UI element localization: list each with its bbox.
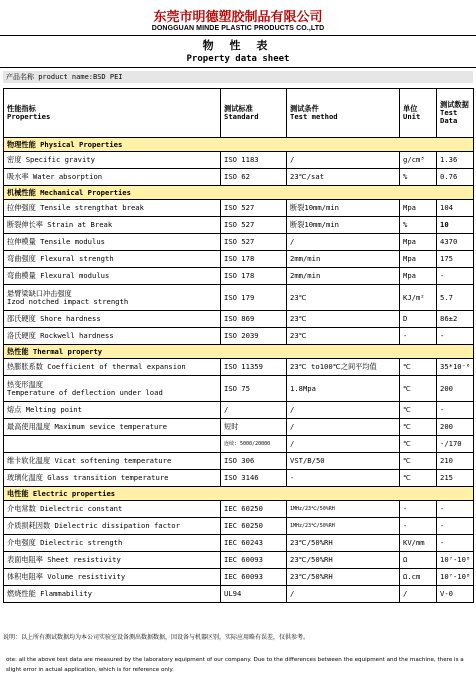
- standard-cell: ISO 62: [221, 169, 287, 186]
- method-cell: 23℃/50%RH: [287, 569, 400, 586]
- section-header-row: [4, 186, 474, 200]
- sheet-title-cn: 物 性 表: [202, 39, 274, 52]
- property-cell: 燃烧性能 Flammability: [4, 586, 221, 603]
- table-row: [4, 217, 474, 234]
- table-row: [4, 419, 474, 436]
- method-cell: 2mm/min: [287, 268, 400, 285]
- unit-cell: Mpa: [400, 234, 437, 251]
- value-cell: -: [437, 402, 474, 419]
- method-cell: 23℃/50%RH: [287, 552, 400, 569]
- method-cell: 断裂10mm/min: [287, 217, 400, 234]
- property-cell: 拉伸强度 Tensile strengthat break: [4, 200, 221, 217]
- standard-cell: /: [221, 402, 287, 419]
- standard-cell: ISO 3146: [221, 470, 287, 487]
- company-name-cn: 东莞市明德塑胶制品有限公司: [153, 10, 323, 25]
- property-cell: 体积电阻率 Volume resistivity: [4, 569, 221, 586]
- property-cell: 弯曲强度 Flexural strength: [4, 251, 221, 268]
- unit-cell: %: [400, 217, 437, 234]
- method-cell: 1MHz/23℃/50%RH: [287, 518, 400, 535]
- table-row: [4, 501, 474, 518]
- unit-cell: ℃: [400, 376, 437, 402]
- method-cell: /: [287, 419, 400, 436]
- sheet-title-en: Property data sheet: [186, 54, 290, 64]
- method-cell: 2mm/min: [287, 251, 400, 268]
- col-header-method: 测试条件 Test method: [287, 89, 400, 138]
- value-cell: -: [437, 518, 474, 535]
- title-divider: [0, 67, 476, 68]
- unit-cell: Ω: [400, 552, 437, 569]
- standard-cell: ISO 1183: [221, 152, 287, 169]
- value-cell: 1.36: [437, 152, 474, 169]
- standard-cell: ISO 75: [221, 376, 287, 402]
- method-cell: 23℃: [287, 328, 400, 345]
- table-row: [4, 169, 474, 186]
- value-cell: V-0: [437, 586, 474, 603]
- unit-cell: -: [400, 518, 437, 535]
- col-header-standard: 测试标准 Standard: [221, 89, 287, 138]
- table-row: [4, 569, 474, 586]
- unit-cell: /: [400, 586, 437, 603]
- property-cell: 断裂伸长率 Strain at Break: [4, 217, 221, 234]
- standard-cell: IEC 60093: [221, 552, 287, 569]
- value-cell: 5.7: [437, 285, 474, 311]
- standard-cell: ISO 2039: [221, 328, 287, 345]
- value-cell: 215: [437, 470, 474, 487]
- table-row: [4, 470, 474, 487]
- standard-cell: UL94: [221, 586, 287, 603]
- table-row: [4, 402, 474, 419]
- property-cell: 洛氏硬度 Rockwell hardness: [4, 328, 221, 345]
- table-row: [4, 586, 474, 603]
- table-row: [4, 234, 474, 251]
- method-cell: /: [287, 234, 400, 251]
- unit-cell: ℃: [400, 359, 437, 376]
- method-cell: /: [287, 402, 400, 419]
- table-row: [4, 268, 474, 285]
- section-header-row: [4, 345, 474, 359]
- value-cell: 175: [437, 251, 474, 268]
- table-row: [4, 535, 474, 552]
- col-header-unit: 单位 Unit: [400, 89, 437, 138]
- section-header-row: [4, 487, 474, 501]
- company-name-en: DONGGUAN MINDE PLASTIC PRODUCTS CO.,LTD: [151, 25, 325, 32]
- product-name: 产品名称 product name:BSD PEI: [3, 71, 473, 83]
- unit-cell: ℃: [400, 453, 437, 470]
- standard-cell: IEC 60243: [221, 535, 287, 552]
- standard-cell: ISO 306: [221, 453, 287, 470]
- method-cell: 23℃ to100℃之间平均值: [287, 359, 400, 376]
- section-title: 热性能 Thermal property: [4, 345, 474, 359]
- value-cell: 104: [437, 200, 474, 217]
- table-header-row: [4, 89, 474, 138]
- value-cell: 10⁷-10⁸: [437, 552, 474, 569]
- col-header-properties: 性能指标 Properties: [4, 89, 221, 138]
- value-cell: 4370: [437, 234, 474, 251]
- unit-cell: ℃: [400, 419, 437, 436]
- property-table: [3, 88, 474, 603]
- standard-cell: IEC 60093: [221, 569, 287, 586]
- value-cell: 10⁷-10⁸: [437, 569, 474, 586]
- section-title: 物理性能 Physical Properties: [4, 138, 474, 152]
- table-row: [4, 453, 474, 470]
- value-cell: -: [437, 535, 474, 552]
- standard-cell: ISO 178: [221, 268, 287, 285]
- standard-cell: IEC 60250: [221, 501, 287, 518]
- value-cell: 210: [437, 453, 474, 470]
- table-row: [4, 552, 474, 569]
- property-cell: 熔点 Melting point: [4, 402, 221, 419]
- property-cell: 密度 Specific gravity: [4, 152, 221, 169]
- unit-cell: Ω.cm: [400, 569, 437, 586]
- value-cell: -: [437, 268, 474, 285]
- standard-cell: ISO 527: [221, 200, 287, 217]
- standard-cell: ISO 11359: [221, 359, 287, 376]
- unit-cell: ℃: [400, 436, 437, 453]
- value-cell: 200: [437, 376, 474, 402]
- value-cell: 0.76: [437, 169, 474, 186]
- method-cell: /: [287, 152, 400, 169]
- standard-cell: IEC 60250: [221, 518, 287, 535]
- method-cell: VST/B/50: [287, 453, 400, 470]
- value-cell: 10: [437, 217, 474, 234]
- method-cell: 23℃: [287, 285, 400, 311]
- unit-cell: D: [400, 311, 437, 328]
- section-title: 电性能 Electric properties: [4, 487, 474, 501]
- unit-cell: -: [400, 501, 437, 518]
- value-cell: -/170: [437, 436, 474, 453]
- standard-cell: ISO 527: [221, 234, 287, 251]
- header-divider: [0, 35, 476, 36]
- property-cell: 悬臂梁缺口冲击强度 Izod notched impact strength: [4, 285, 221, 311]
- unit-cell: Mpa: [400, 200, 437, 217]
- method-cell: 23℃/50%RH: [287, 535, 400, 552]
- section-header-row: [4, 138, 474, 152]
- property-cell: 邵氏硬度 Shore hardness: [4, 311, 221, 328]
- property-cell: 吸水率 Water absorption: [4, 169, 221, 186]
- property-cell: 热变形温度 Temperature of deflection under load: [4, 376, 221, 402]
- table-row: [4, 152, 474, 169]
- property-cell: 介电常数 Dielectric constant: [4, 501, 221, 518]
- table-row: [4, 518, 474, 535]
- table-row: [4, 328, 474, 345]
- property-cell: 介电强度 Dielectric strength: [4, 535, 221, 552]
- standard-cell: ISO 179: [221, 285, 287, 311]
- note-en: ote: all the above test data are measured by the laboratory equipment of our company. Due to the differences between the equipment and the machine, there is a slight error in actual application, which is for reference only.: [6, 657, 464, 673]
- unit-cell: ℃: [400, 402, 437, 419]
- section-title: 机械性能 Mechanical Properties: [4, 186, 474, 200]
- unit-cell: Mpa: [400, 251, 437, 268]
- method-cell: -: [287, 470, 400, 487]
- value-cell: 35*10⁻⁶: [437, 359, 474, 376]
- value-cell: 86±2: [437, 311, 474, 328]
- unit-cell: -: [400, 328, 437, 345]
- table-row: [4, 311, 474, 328]
- method-cell: 断裂10mm/min: [287, 200, 400, 217]
- property-cell: 介质损耗因数 Dielectric dissipation factor: [4, 518, 221, 535]
- method-cell: 1MHz/23℃/50%RH: [287, 501, 400, 518]
- table-row: [4, 436, 474, 453]
- table-row: [4, 376, 474, 402]
- value-cell: -: [437, 501, 474, 518]
- method-cell: /: [287, 586, 400, 603]
- table-row: [4, 359, 474, 376]
- method-cell: 23℃/sat: [287, 169, 400, 186]
- method-cell: 23℃: [287, 311, 400, 328]
- property-cell: 表面电阻率 Sheet resistivity: [4, 552, 221, 569]
- property-cell: 维卡软化温度 Vicat softening temperature: [4, 453, 221, 470]
- method-cell: 1.8Mpa: [287, 376, 400, 402]
- value-cell: 200: [437, 419, 474, 436]
- value-cell: -: [437, 328, 474, 345]
- property-cell: 弯曲模量 Flexural modulus: [4, 268, 221, 285]
- standard-cell: ISO 869: [221, 311, 287, 328]
- note-cn: 说明：以上所有测试数据均为本公司实验室设备测出数据数据，因设备与机器区别，实际应用略有误差，仅供参考。: [3, 634, 310, 641]
- method-cell: /: [287, 436, 400, 453]
- standard-cell: ISO 527: [221, 217, 287, 234]
- unit-cell: g/cm³: [400, 152, 437, 169]
- property-cell: [4, 436, 221, 453]
- unit-cell: %: [400, 169, 437, 186]
- unit-cell: Mpa: [400, 268, 437, 285]
- property-cell: 拉伸模量 Tensile modulus: [4, 234, 221, 251]
- unit-cell: KJ/m²: [400, 285, 437, 311]
- unit-cell: ℃: [400, 470, 437, 487]
- unit-cell: KV/mm: [400, 535, 437, 552]
- standard-cell: 连续: 5000/20000: [221, 436, 287, 453]
- standard-cell: 短时: [221, 419, 287, 436]
- property-cell: 热膨胀系数 Coefficient of thermal expansion: [4, 359, 221, 376]
- table-row: [4, 200, 474, 217]
- table-row: [4, 251, 474, 268]
- col-header-data: 测试数据 Test Data: [437, 89, 474, 138]
- property-cell: 玻璃化温度 Glass transition temperature: [4, 470, 221, 487]
- table-row: [4, 285, 474, 311]
- property-cell: 最高使用温度 Maximum sevice temperature: [4, 419, 221, 436]
- standard-cell: ISO 178: [221, 251, 287, 268]
